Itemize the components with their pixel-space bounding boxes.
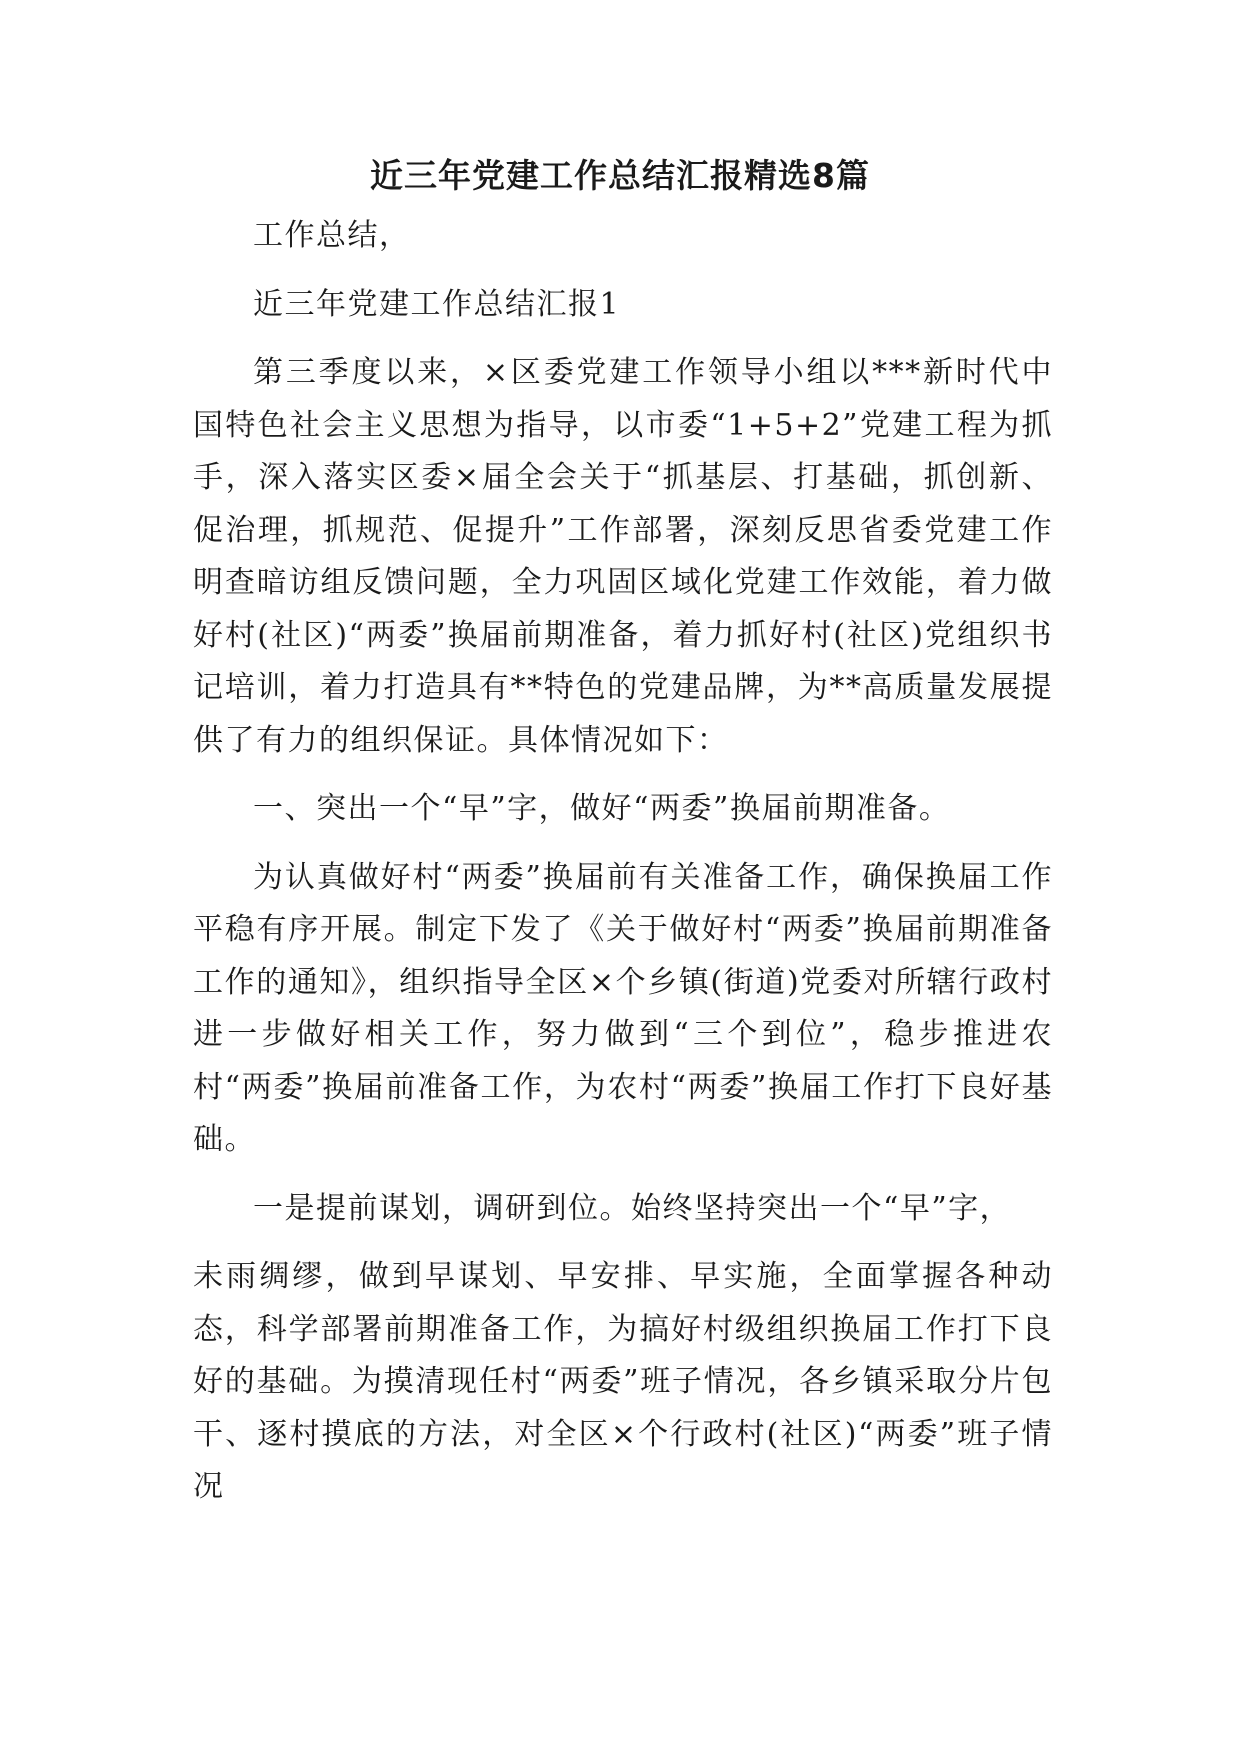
paragraph-intro: 第三季度以来，×区委党建工作领导小组以***新时代中国特色社会主义思想为指导，以市委“1+5+2”党建工程为抓手，深入落实区委×届全会关于“抓基层、打基础，抓创新、促治理，抓规范、促提升”工作部署，深刻反思省委党建工作明查暗访组反馈问题，全力巩固区域化党建工作效能，着力做好村(社区)“两委”换届前期准备，着力抓好村(社区)党组织书记培训，着力打造具有**特色的党建品牌，为**高质量发展提供了有力的组织保证。具体情况如下： xyxy=(193,355,1053,758)
document-body xyxy=(193,210,1053,1514)
paragraph-label: 工作总结， xyxy=(253,218,411,253)
paragraph-heading-1: 一、突出一个“早”字，做好“两委”换届前期准备。 xyxy=(253,791,951,826)
document-title: 近三年党建工作总结汇报精选8篇 xyxy=(370,156,870,195)
paragraph-point-1-continued: 未雨绸缪，做到早谋划、早安排、早实施，全面掌握各种动态，科学部署前期准备工作，为搞好村级组织换届工作打下良好的基础。为摸清现任村“两委”班子情况，各乡镇采取分片包干、逐村摸底的方法，对全区×个行政村(社区)“两委”班子情况 xyxy=(193,1259,1053,1504)
paragraph-point-1: 一是提前谋划，调研到位。始终坚持突出一个“早”字， xyxy=(253,1190,1012,1226)
paragraph-subtitle: 近三年党建工作总结汇报1 xyxy=(253,286,621,322)
paragraph-section-1: 为认真做好村“两委”换届前有关准备工作，确保换届工作平稳有序开展。制定下发了《关于做好村“两委”换届前期准备工作的通知》，组织指导全区×个乡镇(街道)党委对所辖行政村进一步做好相关工作，努力做到“三个到位”，稳步推进农村“两委”换届前准备工作，为农村“两委”换届工作打下良好基础。 xyxy=(193,859,1053,1157)
